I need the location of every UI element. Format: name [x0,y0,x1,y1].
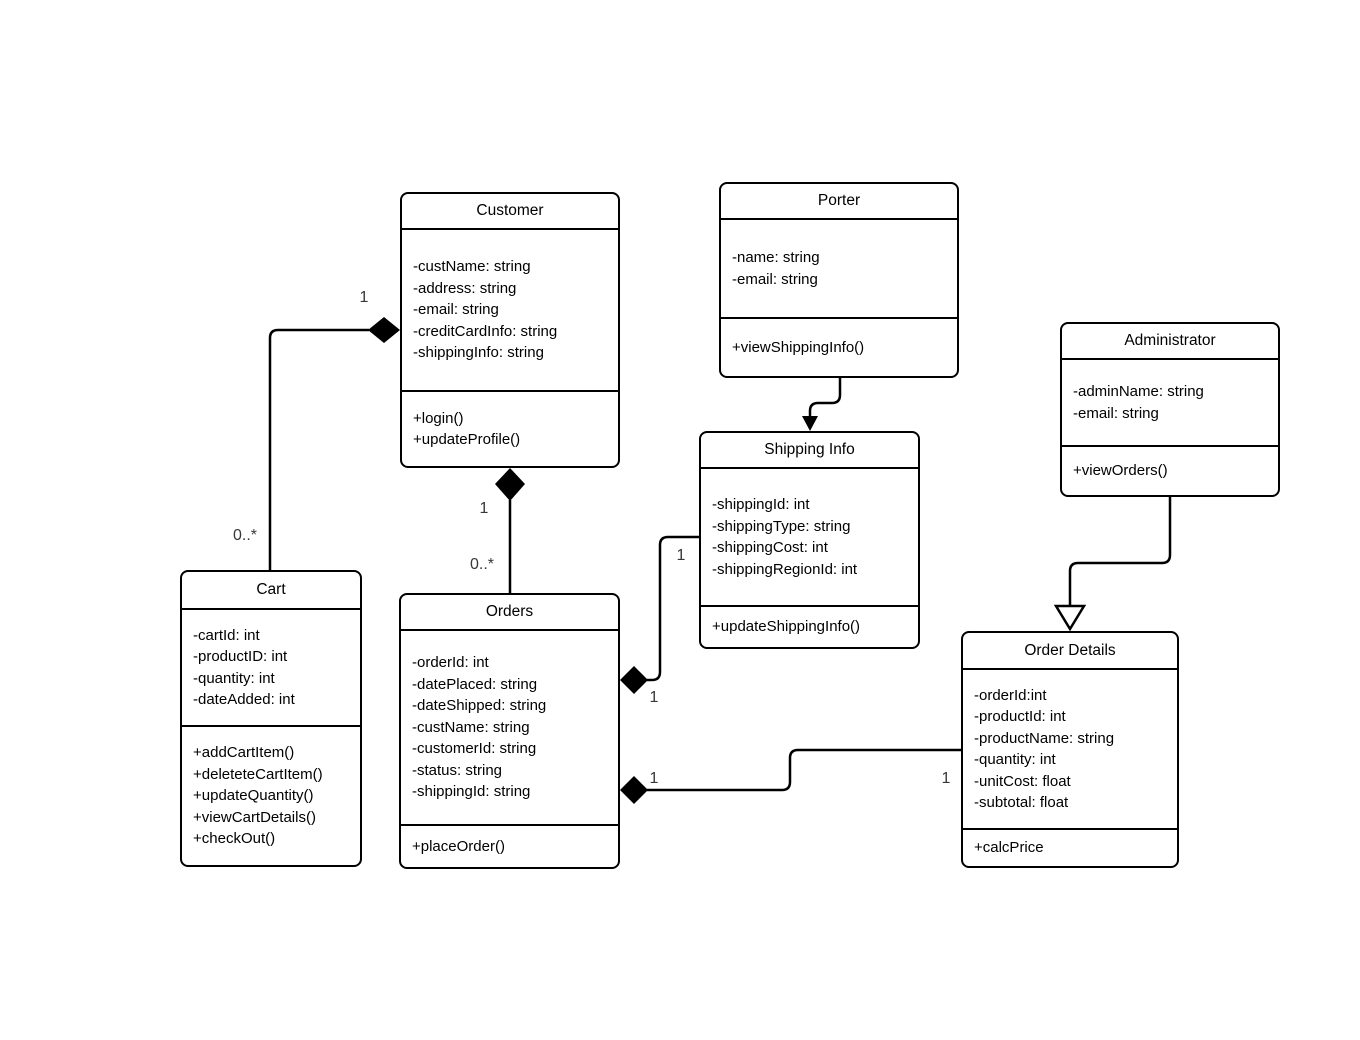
composition-diamond-customer-left [368,317,400,343]
attribute: -adminName: string [1073,383,1204,400]
connector-porter-shippinginfo [810,378,840,418]
class-porter-title: Porter [721,184,957,220]
attribute: -name: string [732,249,820,266]
connector-administrator-orderdetails [1070,497,1170,606]
class-customer [400,192,620,468]
attribute: -shippingInfo: string [413,344,544,362]
attribute: -shippingCost: int [712,539,828,556]
class-order-details-title: Order Details [963,633,1177,670]
multiplicity-label-cart-many: 0..* [232,527,258,544]
method: +login() [413,409,464,427]
class-cart-title: Cart [182,572,360,610]
class-shipping-info-attributes [701,469,918,607]
method: +viewOrders() [1073,462,1168,480]
multiplicity-label-orders-shippinginfo-1: 1 [649,689,659,706]
method: +checkOut() [193,830,276,848]
attribute: -email: string [413,301,499,319]
attribute: -email: string [1073,404,1159,422]
attribute: -custName: string [413,258,531,276]
class-shipping-info-methods [701,607,918,647]
class-cart-methods [182,727,360,865]
arrowhead-shippinginfo-top [802,416,818,431]
class-porter-methods [721,319,957,376]
class-administrator-attributes [1062,360,1278,447]
connector-cart-customer [270,330,369,570]
class-cart-attributes [182,610,360,727]
attribute: -quantity: int [193,669,275,687]
connector-orders-orderdetails [647,750,961,790]
attribute: -orderId:int [974,686,1047,704]
method: +placeOrder() [412,837,505,855]
multiplicity-label-orders-many: 0..* [469,556,495,573]
attribute: -orderId: int [412,654,489,672]
attribute: -shippingRegionId: int [712,560,858,578]
attribute: -datePlaced: string [412,675,538,693]
attribute: -custName: string [412,718,530,736]
attribute: -dateShipped: string [412,697,547,715]
attribute: -productName: string [974,729,1115,747]
method: +calcPrice [974,839,1044,857]
generalization-triangle-orderdetails-top [1056,606,1084,629]
attribute: -address: string [413,279,517,297]
attribute: -productID: int [193,648,288,665]
class-administrator [1060,322,1280,497]
attribute: -dateAdded: int [193,691,295,708]
attribute: -cartId: int [193,626,260,644]
connector-orders-shippinginfo [647,537,699,680]
attribute: -customerId: string [412,740,537,758]
composition-diamond-orders-right-lower [620,776,648,804]
method: +viewShippingInfo() [732,338,865,356]
class-orders-title: Orders [401,595,618,631]
class-order-details-attributes [963,670,1177,830]
attribute: -quantity: int [974,751,1056,768]
class-shipping-info-title: Shipping Info [701,433,918,469]
method: +updateProfile() [413,431,521,448]
class-administrator-methods [1062,447,1278,495]
class-orders [399,593,620,869]
method: +updateQuantity() [193,787,314,805]
class-shipping-info [699,431,920,649]
composition-diamond-customer-bottom [495,468,525,501]
attribute: -productId: int [974,708,1066,725]
method: +addCartItem() [193,744,295,762]
attribute: -status: string [412,761,503,779]
attribute: -shippingType: string [712,517,851,535]
class-order-details [961,631,1179,868]
class-customer-methods [402,392,618,466]
attribute: -email: string [732,270,818,288]
class-porter [719,182,959,378]
attribute: -shippingId: int [712,496,810,513]
multiplicity-label-orderdetails-1: 1 [941,770,951,787]
attribute: -shippingId: string [412,783,531,801]
attribute: -creditCardInfo: string [413,322,558,340]
method: +updateShippingInfo() [712,618,861,636]
multiplicity-label-shippinginfo-1: 1 [676,547,686,564]
multiplicity-label-orders-orderdetails-1: 1 [649,770,659,787]
attribute: -subtotal: float [974,794,1069,811]
class-customer-title: Customer [402,194,618,230]
multiplicity-label-customer-orders-1: 1 [479,500,489,517]
attribute: -unitCost: float [974,772,1071,790]
class-orders-attributes [401,631,618,826]
class-administrator-title: Administrator [1062,324,1278,360]
class-orders-methods [401,826,618,867]
class-cart [180,570,362,867]
composition-diamond-orders-right-upper [620,666,648,694]
class-porter-attributes [721,220,957,319]
class-order-details-methods [963,830,1177,866]
method: +deleteteCartItem() [193,765,323,783]
multiplicity-label-customer-cart-1: 1 [359,289,369,306]
method: +viewCartDetails() [193,808,316,826]
class-customer-attributes [402,230,618,392]
